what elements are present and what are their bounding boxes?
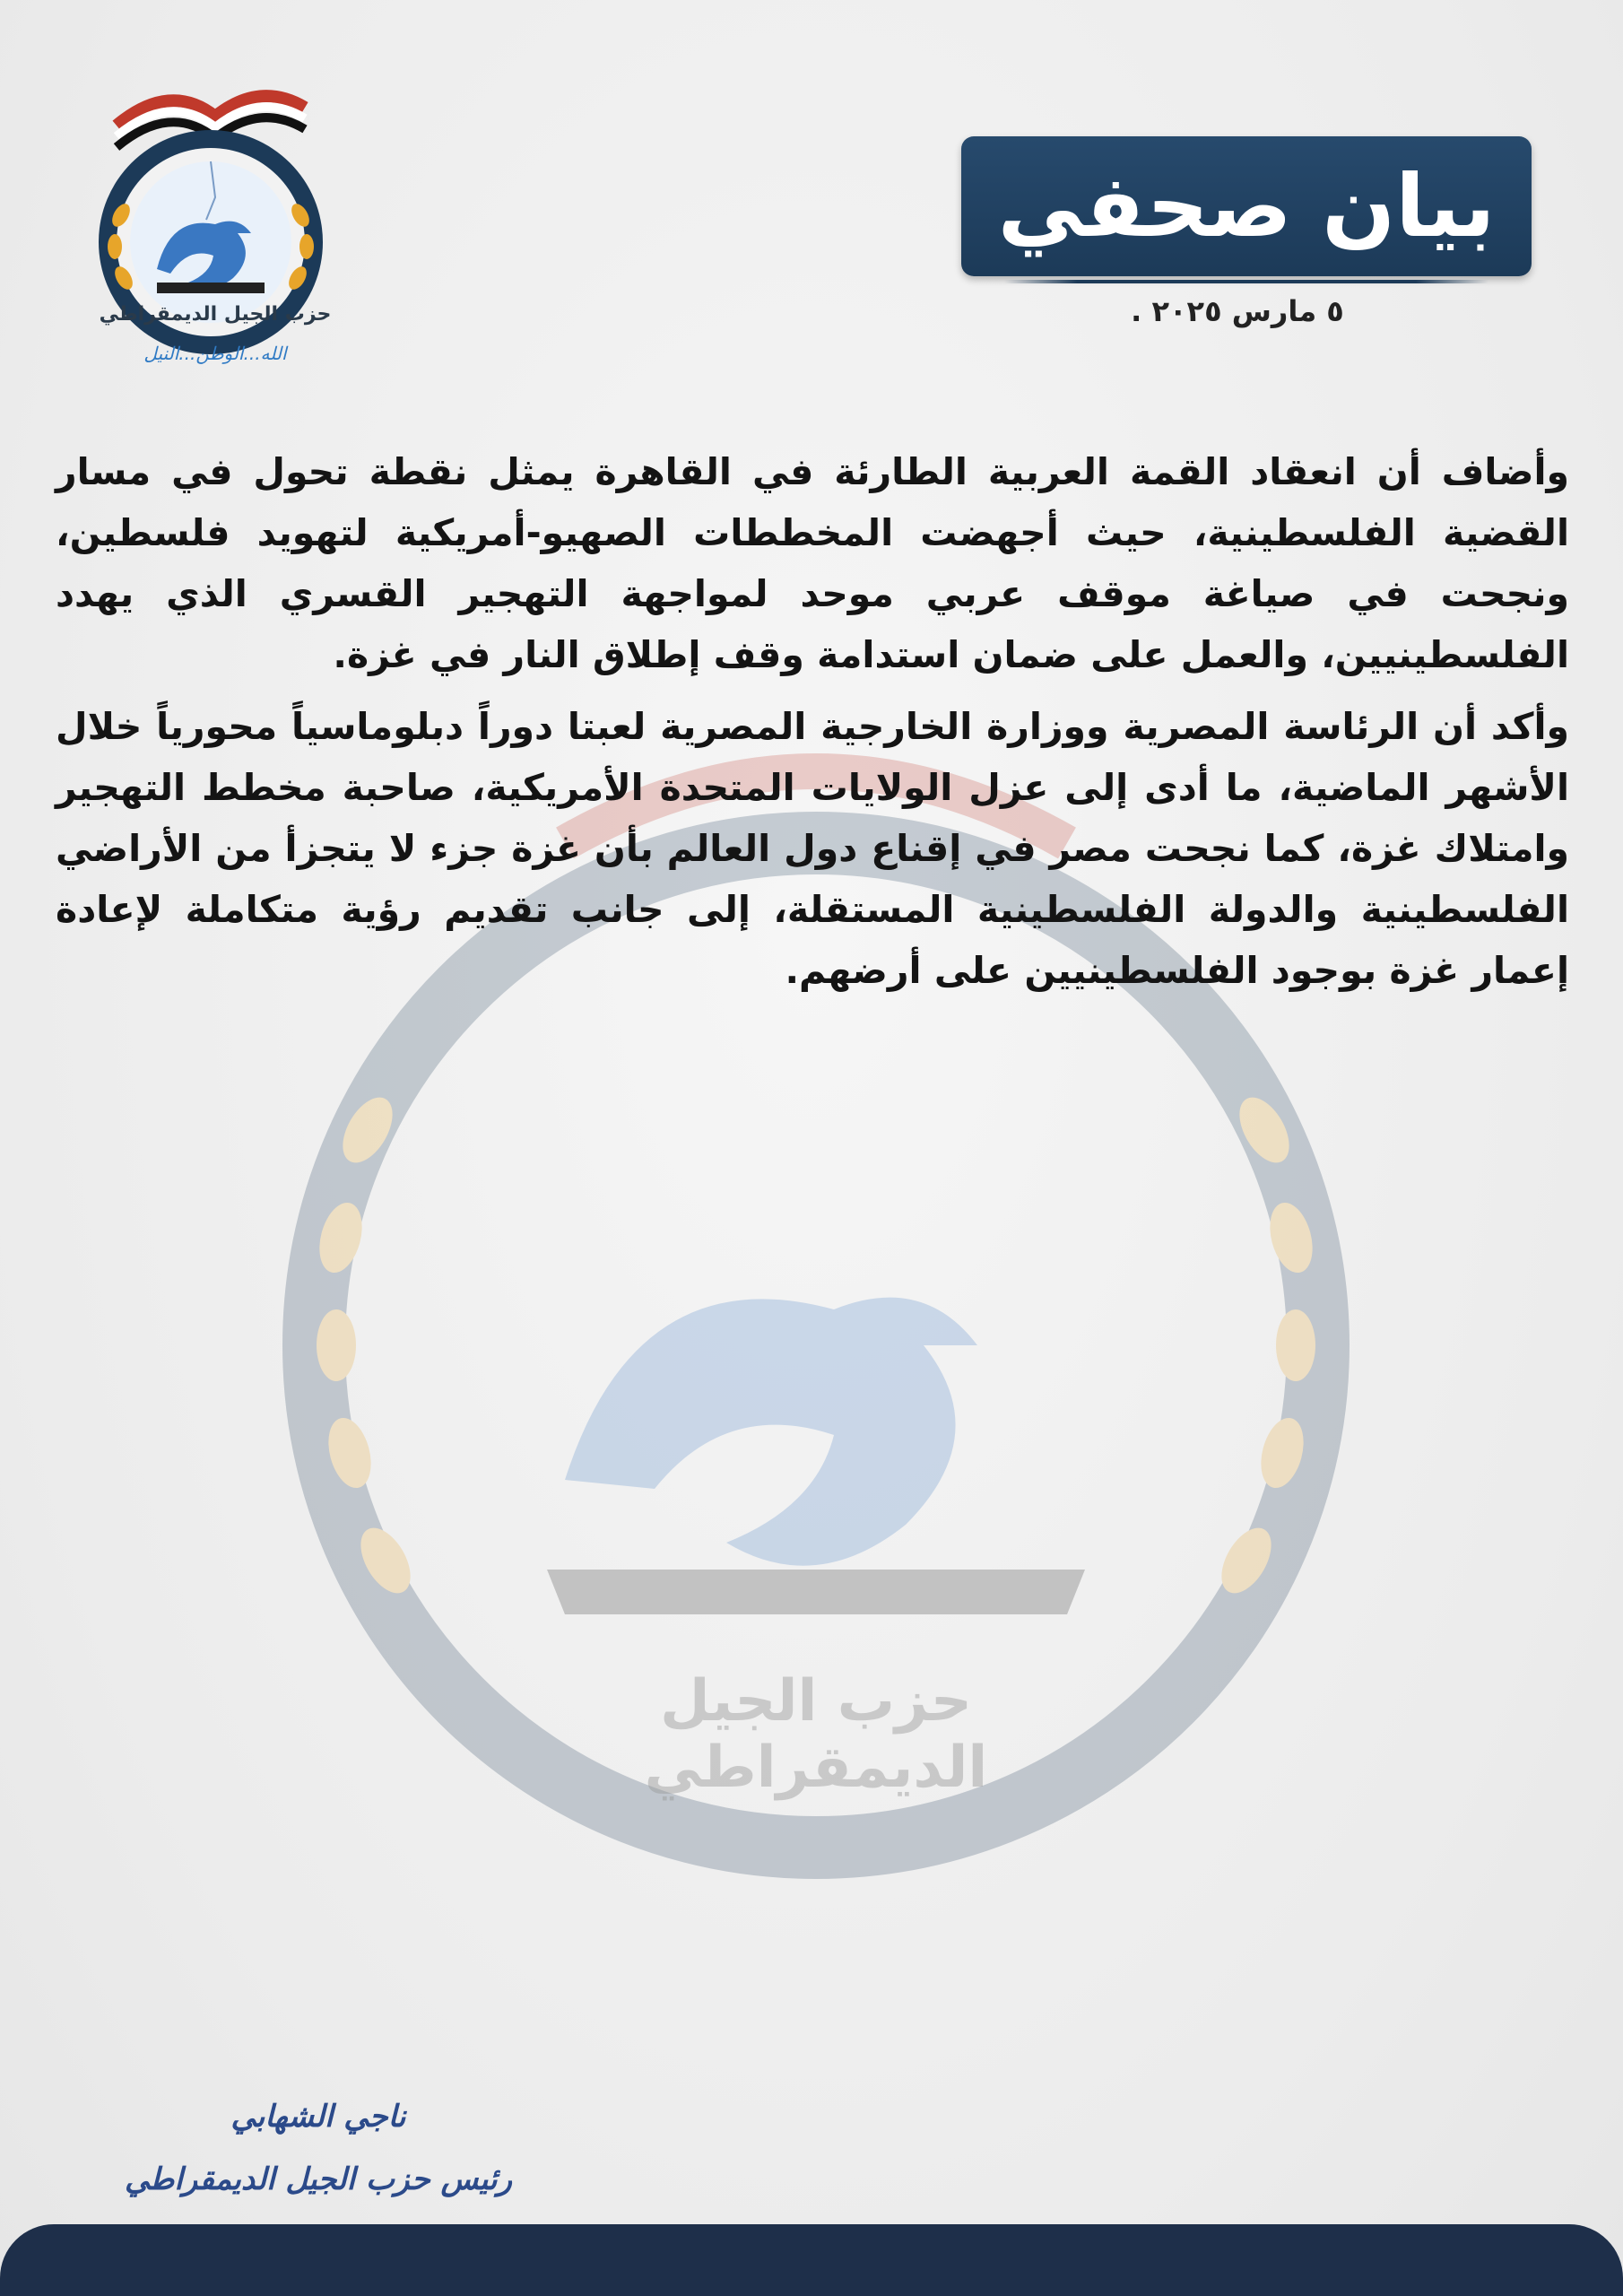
release-body	[56, 441, 1569, 1012]
title-banner	[961, 136, 1532, 276]
footer-bar	[0, 2224, 1623, 2296]
logo-motto: الله...الوطن...النيل	[143, 343, 287, 364]
watermark-text: حزب الجيل الديمقراطي	[644, 1668, 988, 1801]
release-date: ٥ مارس ٢٠٢٥ .	[1131, 294, 1344, 328]
page-title: بيان صحفي	[997, 156, 1496, 257]
body-paragraph: وأضاف أن انعقاد القمة العربية الطارئة في القاهرة يمثل نقطة تحول في مسار القضية الفلسطينية، حيث أجهضت المخططات الصهيو-أمريكية لتهويد فلسطين، ونجحت في صياغة موقف عربي موحد لمواجهة التهجير القسري الذي يهدد الفلسطينيين، والعمل على ضمان استدامة وقف إطلاق النار في غزة.	[56, 450, 1569, 676]
body-paragraph: وأكد أن الرئاسة المصرية ووزارة الخارجية المصرية لعبتا دوراً دبلوماسياً محورياً خلال الأشهر الماضية، ما أدى إلى عزل الولايات المتحدة الأمريكية، صاحبة مخطط التهجير وامتلاك غزة، كما نجحت مصر في إقناع دول العالم بأن غزة جزء لا يتجزأ من الأراضي الفلسطينية والدولة الفلسطينية المستقلة، إلى جانب تقديم رؤية متكاملة لإعادة إعمار غزة بوجود الفلسطينيين على أرضهم.	[56, 705, 1569, 992]
signature-title: رئيس حزب الجيل الديمقراطي	[124, 2161, 513, 2197]
signature-name: ناجي الشهابي	[230, 2099, 406, 2135]
party-logo	[81, 63, 350, 372]
title-underline	[1004, 280, 1488, 283]
logo-party-name: حزب الجيل الديمقراطي	[99, 303, 332, 326]
